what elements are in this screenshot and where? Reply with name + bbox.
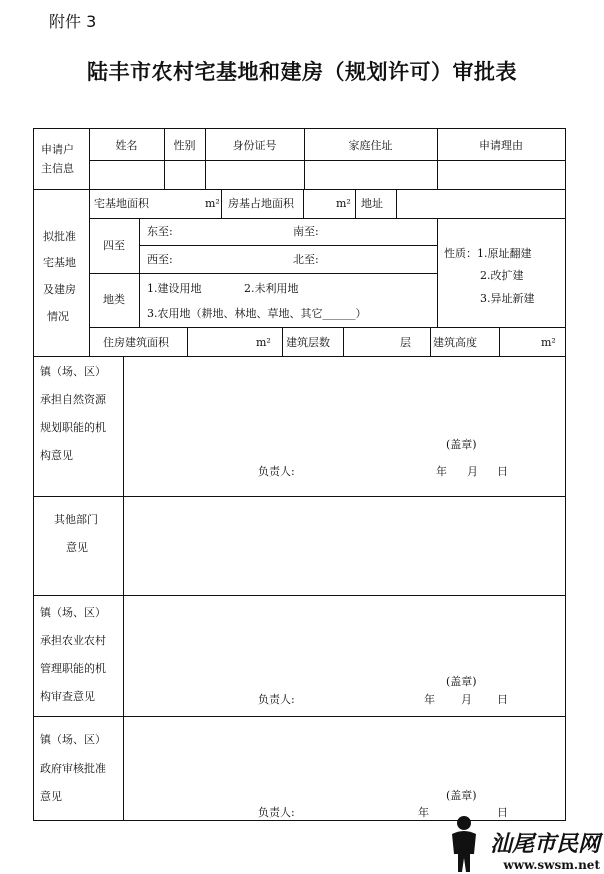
- west-label: 西至:: [147, 253, 173, 266]
- height-label: 建筑高度: [433, 336, 477, 349]
- land-type-1: 1.建设用地: [147, 282, 202, 295]
- watermark-brand: 汕尾市民网: [489, 831, 600, 857]
- s2-label-1: 其他部门: [54, 513, 98, 526]
- s3-seal: (盖章): [446, 675, 477, 688]
- land-area-label: 宅基地面积: [94, 197, 149, 210]
- nature-2: 2.改扩建: [480, 269, 524, 282]
- s3-label-2: 承担农业农村: [40, 634, 106, 647]
- s4-label-3: 意见: [40, 790, 62, 803]
- person-silhouette-icon: [444, 814, 484, 874]
- col-id-number: 身份证号: [232, 139, 277, 152]
- land-type-label: 地类: [103, 293, 125, 306]
- page-title: 陆丰市农村宅基地和建房（规划许可）审批表: [87, 59, 517, 84]
- s4-day: 日: [497, 806, 508, 819]
- south-label: 南至:: [293, 225, 319, 238]
- footprint-label: 房基占地面积: [228, 197, 294, 210]
- col-address: 家庭住址: [348, 139, 393, 152]
- floors-label: 建筑层数: [286, 336, 330, 349]
- s2-label-2: 意见: [66, 541, 88, 554]
- site-label-3: 及建房: [43, 283, 76, 296]
- height-unit: m²: [541, 336, 556, 349]
- col-gender: 性别: [173, 139, 196, 152]
- land-area-unit: m²: [205, 197, 220, 210]
- house-area-label: 住房建筑面积: [103, 336, 169, 349]
- floors-unit: 层: [400, 336, 411, 349]
- s4-label-1: 镇（场、区）: [40, 733, 106, 746]
- north-label: 北至:: [293, 253, 319, 266]
- s4-seal: (盖章): [446, 789, 477, 802]
- s3-month: 月: [461, 693, 472, 706]
- site-label-4: 情况: [47, 310, 69, 323]
- attachment-label: 附件 3: [49, 12, 97, 31]
- col-name: 姓名: [115, 139, 138, 152]
- s3-label-3: 管理职能的机: [40, 662, 106, 675]
- east-label: 东至:: [147, 225, 173, 238]
- watermark: [444, 814, 604, 874]
- s4-label-2: 政府审核批准: [40, 762, 106, 775]
- s1-month: 月: [467, 465, 478, 478]
- s1-seal: (盖章): [446, 438, 477, 451]
- site-label-2: 宅基地: [43, 256, 76, 269]
- nature-1: 性质：1.原址翻建: [444, 247, 532, 260]
- address-label: 地址: [361, 197, 383, 210]
- s3-label-4: 构审查意见: [40, 690, 95, 703]
- col-reason: 申请理由: [479, 139, 523, 152]
- applicant-label-2: 主信息: [41, 162, 74, 175]
- s1-label-2: 承担自然资源: [40, 393, 106, 406]
- s1-label-4: 构意见: [40, 449, 73, 462]
- s3-leader: 负责人:: [258, 693, 295, 706]
- s1-leader: 负责人:: [258, 465, 295, 478]
- land-type-3: 3.农用地（耕地、林地、草地、其它______）: [147, 307, 367, 320]
- s3-label-1: 镇（场、区）: [40, 606, 106, 619]
- footprint-unit: m²: [336, 197, 351, 210]
- site-label-1: 拟批准: [43, 230, 76, 243]
- s4-year: 年: [418, 806, 429, 819]
- s3-day: 日: [497, 693, 508, 706]
- s1-year: 年: [436, 465, 447, 478]
- watermark-url: www.swsm.net: [503, 858, 600, 872]
- s1-label-1: 镇（场、区）: [40, 365, 106, 378]
- house-area-unit: m²: [256, 336, 271, 349]
- s4-leader: 负责人:: [258, 806, 295, 819]
- four-sides-label: 四至: [103, 239, 125, 252]
- s1-label-3: 规划职能的机: [40, 421, 106, 434]
- nature-3: 3.异址新建: [480, 292, 535, 305]
- land-type-2: 2.未利用地: [244, 282, 299, 295]
- s1-day: 日: [497, 465, 508, 478]
- s3-year: 年: [424, 693, 435, 706]
- applicant-label-1: 申请户: [41, 143, 74, 156]
